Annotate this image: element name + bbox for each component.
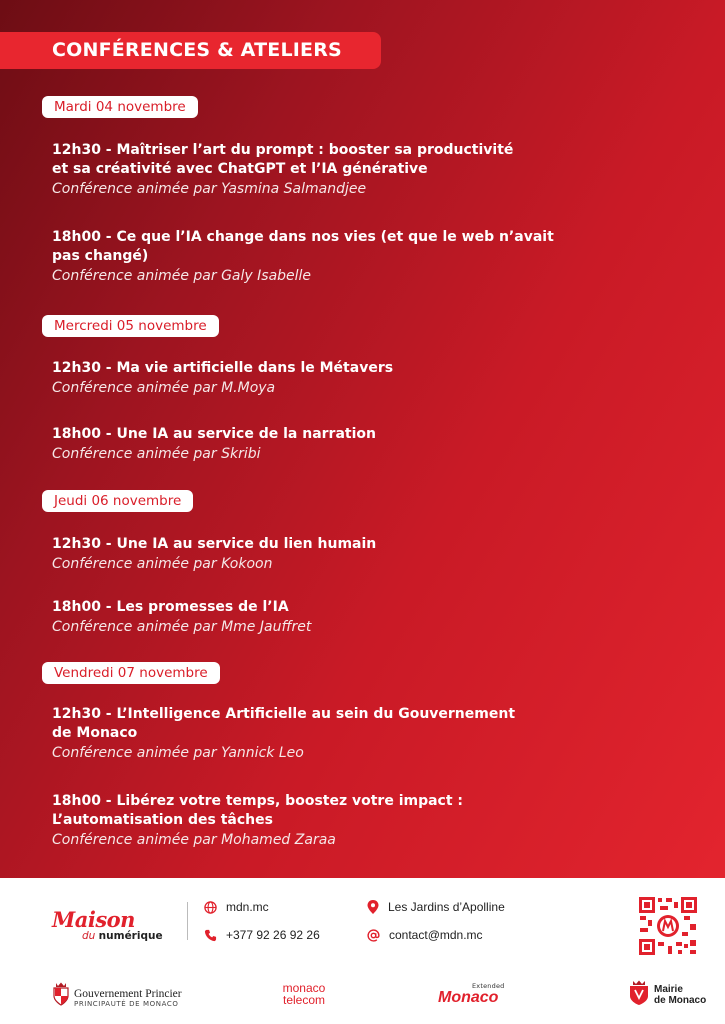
logo-sub-prefix: du (82, 930, 96, 942)
session-title-cont: et sa créativité avec ChatGPT et l’IA générative (52, 161, 428, 177)
footer (0, 878, 725, 1024)
extended-monaco-text: Monaco (438, 989, 499, 1006)
session-item (52, 792, 572, 850)
telecom-line2: telecom (282, 993, 326, 1007)
day-label-mercredi: Mercredi 05 novembre (42, 315, 219, 337)
email-link[interactable]: contact@mdn.mc (389, 928, 483, 942)
day-label-mardi: Mardi 04 novembre (42, 96, 198, 118)
mairie-line1: Mairie (654, 984, 683, 995)
session-item (52, 535, 572, 574)
extended-label: Extended (472, 982, 505, 990)
gov-title: Gouvernement Princier (74, 988, 182, 1000)
location-contact (367, 900, 505, 914)
session-title-cont: L’automatisation des tâches (52, 812, 273, 828)
session-title: 12h30 - Ma vie artificielle dans le Métavers (52, 360, 394, 376)
location-pin-icon (367, 900, 379, 914)
mairie-monaco-logo (628, 982, 708, 1010)
session-title: 12h30 - L’Intelligence Artificielle au sein du Gouvernement (52, 706, 516, 722)
logo-main-text: Maison (52, 907, 135, 932)
session-title: 18h00 - Libérez votre temps, boostez votre impact : (52, 793, 464, 809)
phone-contact[interactable] (204, 928, 320, 942)
qr-code[interactable] (638, 896, 698, 956)
mairie-line2: de Monaco (654, 995, 707, 1006)
session-item (52, 359, 572, 398)
phone-number[interactable]: +377 92 26 92 26 (226, 928, 320, 942)
session-speaker: Conférence animée par Mohamed Zaraa (52, 832, 336, 848)
monaco-crest-icon (52, 982, 70, 1006)
phone-icon (204, 929, 217, 942)
page-title: CONFÉRENCES & ATELIERS (52, 39, 342, 61)
session-speaker: Conférence animée par Kokoon (52, 556, 273, 572)
day-label-vendredi: Vendredi 07 novembre (42, 662, 220, 684)
session-speaker: Conférence animée par M.Moya (52, 380, 276, 396)
gouvernement-princier-logo (52, 982, 202, 1010)
logo-sub-text (82, 930, 163, 942)
session-item (52, 598, 572, 637)
session-title: 12h30 - Une IA au service du lien humain (52, 536, 377, 552)
logo-sub-word: numérique (98, 930, 163, 942)
session-item (52, 705, 572, 763)
session-title-cont: de Monaco (52, 725, 138, 741)
monaco-telecom-logo (272, 982, 336, 1010)
session-speaker: Conférence animée par Yasmina Salmandjee (52, 181, 367, 197)
day-label-jeudi: Jeudi 06 novembre (42, 490, 193, 512)
session-speaker: Conférence animée par Yannick Leo (52, 745, 304, 761)
globe-icon (204, 901, 217, 914)
session-title-cont: pas changé) (52, 248, 149, 264)
session-title: 18h00 - Une IA au service de la narration (52, 426, 376, 442)
location-text: Les Jardins d’Apolline (388, 900, 505, 914)
title-banner (0, 32, 381, 69)
session-title: 18h00 - Les promesses de l’IA (52, 599, 289, 615)
gov-subtitle: PRINCIPAUTÉ DE MONACO (74, 1000, 179, 1008)
session-item (52, 228, 572, 286)
at-sign-icon (367, 929, 380, 942)
session-title: 12h30 - Maîtriser l’art du prompt : booster sa productivité (52, 142, 514, 158)
session-speaker: Conférence animée par Skribi (52, 446, 261, 462)
session-title: 18h00 - Ce que l’IA change dans nos vies (et que le web n’avait (52, 229, 554, 245)
telecom-line1: monaco (282, 981, 326, 995)
extended-monaco-logo (438, 982, 528, 1010)
mairie-crest-icon (628, 980, 650, 1006)
session-speaker: Conférence animée par Mme Jauffret (52, 619, 312, 635)
footer-divider (187, 902, 188, 940)
session-item (52, 425, 572, 464)
maison-numerique-logo (52, 908, 172, 950)
website-link[interactable]: mdn.mc (226, 900, 269, 914)
website-contact[interactable] (204, 900, 269, 914)
email-contact[interactable] (367, 928, 483, 942)
session-speaker: Conférence animée par Galy Isabelle (52, 268, 312, 284)
session-item (52, 141, 572, 199)
